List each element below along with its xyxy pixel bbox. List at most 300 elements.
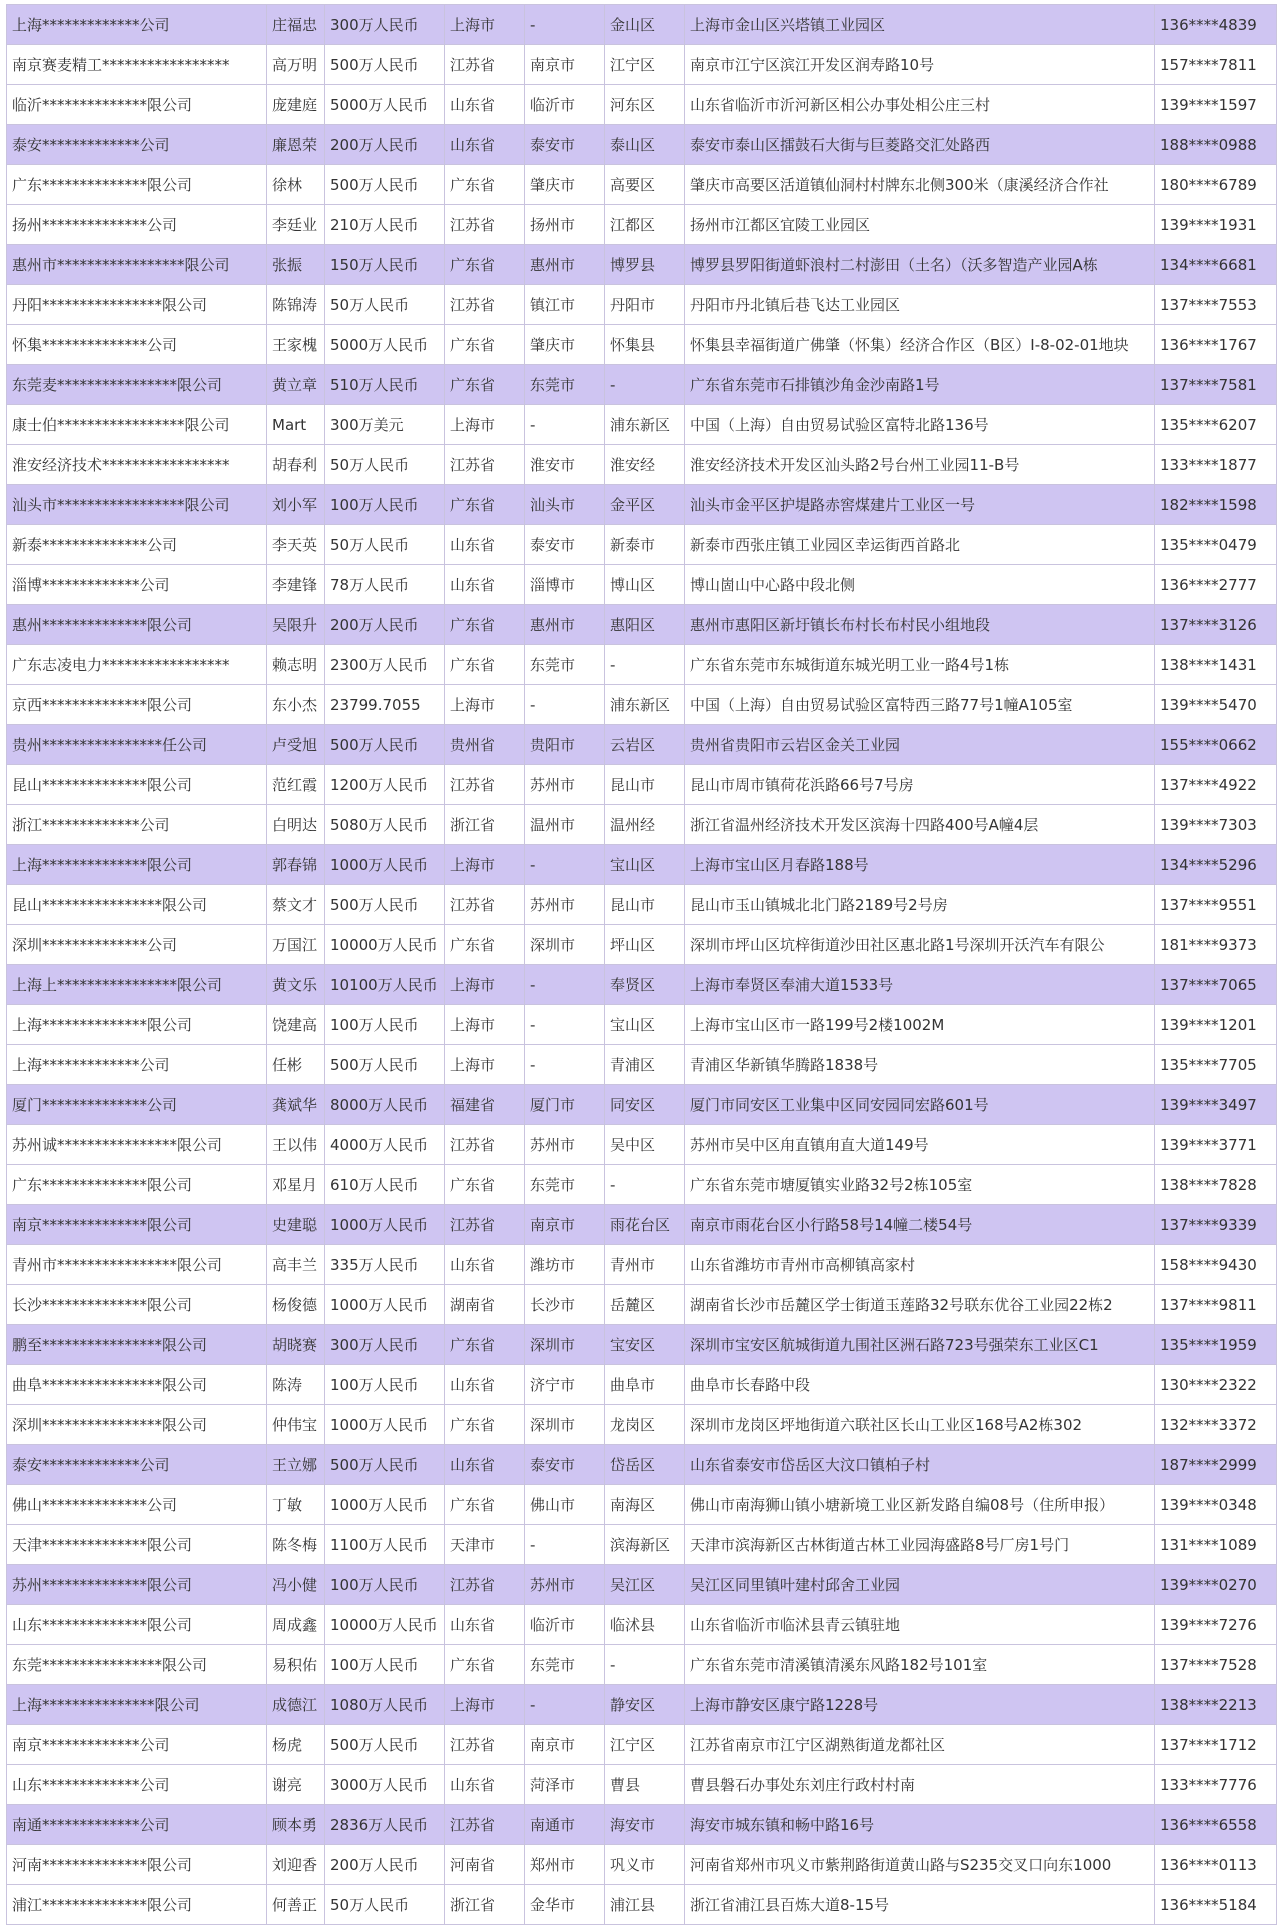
cell-province: 广东省: [445, 925, 525, 965]
cell-city: 泰安市: [525, 125, 605, 165]
cell-legal-representative: 冯小健: [267, 1565, 325, 1605]
cell-registered-capital: 1000万人民币: [325, 1405, 445, 1445]
table-row: [7, 245, 1277, 285]
cell-city: -: [525, 5, 605, 45]
cell-phone: 136****6558: [1155, 1805, 1277, 1845]
cell-phone: 139****1931: [1155, 205, 1277, 245]
cell-district: 吴江区: [605, 1565, 685, 1605]
cell-registered-capital: 200万人民币: [325, 125, 445, 165]
cell-city: 深圳市: [525, 925, 605, 965]
cell-address: 昆山市玉山镇城北北门路2189号2号房: [685, 885, 1155, 925]
cell-phone: 136****2777: [1155, 565, 1277, 605]
cell-district: 巩义市: [605, 1845, 685, 1885]
data-grid: [6, 4, 1277, 1925]
cell-company-name: 佛山**************公司: [7, 1485, 267, 1525]
cell-legal-representative: 胡晓赛: [267, 1325, 325, 1365]
cell-city: 温州市: [525, 805, 605, 845]
cell-legal-representative: 廉恩荣: [267, 125, 325, 165]
cell-phone: 137****7553: [1155, 285, 1277, 325]
cell-company-name: 泰安*************公司: [7, 125, 267, 165]
cell-city: 南京市: [525, 45, 605, 85]
cell-province: 河南省: [445, 1845, 525, 1885]
table-row: [7, 1365, 1277, 1405]
cell-registered-capital: 50万人民币: [325, 445, 445, 485]
cell-phone: 137****1712: [1155, 1725, 1277, 1765]
cell-district: 奉贤区: [605, 965, 685, 1005]
table-row: [7, 1765, 1277, 1805]
cell-address: 中国（上海）自由贸易试验区富特北路136号: [685, 405, 1155, 445]
cell-registered-capital: 100万人民币: [325, 1365, 445, 1405]
cell-address: 广东省东莞市清溪镇清溪东风路182号101室: [685, 1645, 1155, 1685]
cell-company-name: 浦江**************限公司: [7, 1885, 267, 1925]
cell-company-name: 上海*************公司: [7, 1045, 267, 1085]
cell-company-name: 淄博*************公司: [7, 565, 267, 605]
cell-city: 肇庆市: [525, 165, 605, 205]
cell-city: 惠州市: [525, 605, 605, 645]
cell-city: 肇庆市: [525, 325, 605, 365]
cell-province: 广东省: [445, 245, 525, 285]
cell-registered-capital: 510万人民币: [325, 365, 445, 405]
cell-registered-capital: 150万人民币: [325, 245, 445, 285]
cell-phone: 187****2999: [1155, 1445, 1277, 1485]
cell-registered-capital: 1000万人民币: [325, 1485, 445, 1525]
cell-company-name: 浙江*************公司: [7, 805, 267, 845]
cell-registered-capital: 500万人民币: [325, 725, 445, 765]
cell-city: 郑州市: [525, 1845, 605, 1885]
table-row: [7, 565, 1277, 605]
cell-address: 广东省东莞市石排镇沙角金沙南路1号: [685, 365, 1155, 405]
table-row: [7, 165, 1277, 205]
cell-district: 青浦区: [605, 1045, 685, 1085]
cell-registered-capital: 610万人民币: [325, 1165, 445, 1205]
cell-phone: 139****5470: [1155, 685, 1277, 725]
cell-province: 浙江省: [445, 1885, 525, 1925]
cell-company-name: 昆山****************限公司: [7, 885, 267, 925]
cell-phone: 138****1431: [1155, 645, 1277, 685]
cell-province: 山东省: [445, 125, 525, 165]
cell-phone: 181****9373: [1155, 925, 1277, 965]
cell-company-name: 临沂**************限公司: [7, 85, 267, 125]
cell-legal-representative: 黄立章: [267, 365, 325, 405]
cell-phone: 137****3126: [1155, 605, 1277, 645]
cell-company-name: 天津**************限公司: [7, 1525, 267, 1565]
cell-phone: 139****7303: [1155, 805, 1277, 845]
cell-province: 江苏省: [445, 1725, 525, 1765]
table-row: [7, 205, 1277, 245]
cell-city: 淄博市: [525, 565, 605, 605]
cell-phone: 139****3771: [1155, 1125, 1277, 1165]
cell-phone: 180****6789: [1155, 165, 1277, 205]
cell-address: 深圳市坪山区坑梓街道沙田社区惠北路1号深圳开沃汽车有限公: [685, 925, 1155, 965]
cell-legal-representative: 吴限升: [267, 605, 325, 645]
cell-legal-representative: 蔡文才: [267, 885, 325, 925]
cell-company-name: 昆山**************限公司: [7, 765, 267, 805]
cell-registered-capital: 300万人民币: [325, 1325, 445, 1365]
cell-address: 浙江省浦江县百炼大道8-15号: [685, 1885, 1155, 1925]
cell-phone: 137****9811: [1155, 1285, 1277, 1325]
cell-district: 江都区: [605, 205, 685, 245]
cell-registered-capital: 300万人民币: [325, 5, 445, 45]
cell-district: 吴中区: [605, 1125, 685, 1165]
cell-company-name: 鹏至****************限公司: [7, 1325, 267, 1365]
cell-registered-capital: 500万人民币: [325, 1725, 445, 1765]
cell-district: 临沭县: [605, 1605, 685, 1645]
cell-district: 博山区: [605, 565, 685, 605]
cell-company-name: 上海***************限公司: [7, 1685, 267, 1725]
cell-city: 苏州市: [525, 1125, 605, 1165]
cell-address: 惠州市惠阳区新圩镇长布村长布村民小组地段: [685, 605, 1155, 645]
cell-legal-representative: 徐林: [267, 165, 325, 205]
cell-province: 广东省: [445, 1485, 525, 1525]
cell-legal-representative: 仲伟宝: [267, 1405, 325, 1445]
cell-province: 江苏省: [445, 885, 525, 925]
cell-district: 浦东新区: [605, 405, 685, 445]
cell-province: 山东省: [445, 565, 525, 605]
cell-phone: 155****0662: [1155, 725, 1277, 765]
cell-legal-representative: 周成鑫: [267, 1605, 325, 1645]
table-body: [7, 5, 1277, 1925]
cell-province: 广东省: [445, 165, 525, 205]
table-row: [7, 285, 1277, 325]
cell-province: 山东省: [445, 525, 525, 565]
cell-address: 肇庆市高要区活道镇仙洞村村牌东北侧300米（康溪经济合作社: [685, 165, 1155, 205]
table-row: [7, 605, 1277, 645]
cell-city: 南京市: [525, 1205, 605, 1245]
cell-address: 上海市宝山区月春路188号: [685, 845, 1155, 885]
cell-company-name: 上海上****************限公司: [7, 965, 267, 1005]
cell-company-name: 深圳****************限公司: [7, 1405, 267, 1445]
cell-province: 上海市: [445, 405, 525, 445]
table-row: [7, 45, 1277, 85]
cell-company-name: 青州市****************限公司: [7, 1245, 267, 1285]
cell-phone: 132****3372: [1155, 1405, 1277, 1445]
cell-address: 山东省临沂市沂河新区相公办事处相公庄三村: [685, 85, 1155, 125]
table-row: [7, 405, 1277, 445]
cell-province: 浙江省: [445, 805, 525, 845]
cell-city: -: [525, 1525, 605, 1565]
cell-district: 河东区: [605, 85, 685, 125]
cell-province: 上海市: [445, 685, 525, 725]
cell-company-name: 康士伯*****************限公司: [7, 405, 267, 445]
cell-address: 山东省泰安市岱岳区大汶口镇柏子村: [685, 1445, 1155, 1485]
cell-company-name: 惠州**************限公司: [7, 605, 267, 645]
cell-legal-representative: 成德江: [267, 1685, 325, 1725]
cell-province: 上海市: [445, 5, 525, 45]
cell-legal-representative: 邓星月: [267, 1165, 325, 1205]
cell-district: 新泰市: [605, 525, 685, 565]
table-row: [7, 445, 1277, 485]
cell-registered-capital: 500万人民币: [325, 45, 445, 85]
cell-registered-capital: 500万人民币: [325, 1445, 445, 1485]
cell-company-name: 上海**************限公司: [7, 845, 267, 885]
cell-province: 上海市: [445, 845, 525, 885]
cell-city: 南京市: [525, 1725, 605, 1765]
cell-company-name: 南通*************公司: [7, 1805, 267, 1845]
cell-province: 山东省: [445, 85, 525, 125]
table-row: [7, 1325, 1277, 1365]
cell-district: 惠阳区: [605, 605, 685, 645]
cell-registered-capital: 10000万人民币: [325, 925, 445, 965]
cell-registered-capital: 50万人民币: [325, 285, 445, 325]
cell-registered-capital: 5080万人民币: [325, 805, 445, 845]
cell-phone: 135****1959: [1155, 1325, 1277, 1365]
cell-city: 扬州市: [525, 205, 605, 245]
cell-phone: 157****7811: [1155, 45, 1277, 85]
cell-city: 东莞市: [525, 645, 605, 685]
cell-city: 潍坊市: [525, 1245, 605, 1285]
cell-district: 曹县: [605, 1765, 685, 1805]
cell-phone: 136****5184: [1155, 1885, 1277, 1925]
table-row: [7, 325, 1277, 365]
cell-legal-representative: 杨虎: [267, 1725, 325, 1765]
cell-city: 泰安市: [525, 525, 605, 565]
cell-address: 上海市宝山区市一路199号2楼1002M: [685, 1005, 1155, 1045]
cell-city: 东莞市: [525, 365, 605, 405]
cell-company-name: 南京**************限公司: [7, 1205, 267, 1245]
cell-city: -: [525, 1685, 605, 1725]
cell-city: 厦门市: [525, 1085, 605, 1125]
cell-province: 广东省: [445, 485, 525, 525]
cell-province: 江苏省: [445, 205, 525, 245]
cell-city: -: [525, 965, 605, 1005]
cell-company-name: 广东**************限公司: [7, 165, 267, 205]
cell-city: -: [525, 685, 605, 725]
cell-district: 同安区: [605, 1085, 685, 1125]
cell-city: -: [525, 405, 605, 445]
cell-legal-representative: 万国江: [267, 925, 325, 965]
cell-legal-representative: Mart: [267, 405, 325, 445]
cell-phone: 139****1597: [1155, 85, 1277, 125]
cell-registered-capital: 100万人民币: [325, 1005, 445, 1045]
cell-address: 博山崮山中心路中段北侧: [685, 565, 1155, 605]
cell-address: 广东省东莞市东城街道东城光明工业一路4号1栋: [685, 645, 1155, 685]
cell-company-name: 东莞麦****************限公司: [7, 365, 267, 405]
cell-district: 宝山区: [605, 1005, 685, 1045]
table-row: [7, 1725, 1277, 1765]
table-row: [7, 1805, 1277, 1845]
table-row: [7, 485, 1277, 525]
cell-phone: 134****6681: [1155, 245, 1277, 285]
cell-registered-capital: 500万人民币: [325, 165, 445, 205]
cell-address: 湖南省长沙市岳麓区学士街道玉莲路32号联东优谷工业园22栋2: [685, 1285, 1155, 1325]
cell-address: 佛山市南海狮山镇小塘新境工业区新发路自编08号（住所申报）: [685, 1485, 1155, 1525]
cell-district: 龙岗区: [605, 1405, 685, 1445]
cell-province: 广东省: [445, 1165, 525, 1205]
table-row: [7, 1165, 1277, 1205]
cell-address: 中国（上海）自由贸易试验区富特西三路77号1幢A105室: [685, 685, 1155, 725]
cell-legal-representative: 郭春锦: [267, 845, 325, 885]
cell-address: 上海市金山区兴塔镇工业园区: [685, 5, 1155, 45]
cell-legal-representative: 白明达: [267, 805, 325, 845]
cell-company-name: 汕头市*****************限公司: [7, 485, 267, 525]
table-row: [7, 1885, 1277, 1925]
cell-city: 佛山市: [525, 1485, 605, 1525]
cell-company-name: 淮安经济技术*****************: [7, 445, 267, 485]
table-row: [7, 1085, 1277, 1125]
cell-legal-representative: 陈涛: [267, 1365, 325, 1405]
cell-phone: 133****1877: [1155, 445, 1277, 485]
cell-registered-capital: 1000万人民币: [325, 1205, 445, 1245]
cell-address: 上海市奉贤区奉浦大道1533号: [685, 965, 1155, 1005]
table-row: [7, 1565, 1277, 1605]
cell-legal-representative: 何善正: [267, 1885, 325, 1925]
cell-province: 山东省: [445, 1365, 525, 1405]
cell-registered-capital: 4000万人民币: [325, 1125, 445, 1165]
cell-province: 山东省: [445, 1445, 525, 1485]
cell-address: 河南省郑州市巩义市紫荆路街道黄山路与S235交叉口向东1000: [685, 1845, 1155, 1885]
cell-district: 丹阳市: [605, 285, 685, 325]
cell-city: 临沂市: [525, 1605, 605, 1645]
table-row: [7, 1005, 1277, 1045]
table-row: [7, 965, 1277, 1005]
cell-city: 东莞市: [525, 1165, 605, 1205]
cell-city: 惠州市: [525, 245, 605, 285]
cell-legal-representative: 史建聪: [267, 1205, 325, 1245]
cell-legal-representative: 东小杰: [267, 685, 325, 725]
cell-legal-representative: 高丰兰: [267, 1245, 325, 1285]
cell-district: 泰山区: [605, 125, 685, 165]
cell-company-name: 苏州**************限公司: [7, 1565, 267, 1605]
cell-province: 上海市: [445, 1685, 525, 1725]
cell-district: 昆山市: [605, 765, 685, 805]
cell-district: -: [605, 365, 685, 405]
cell-district: 温州经: [605, 805, 685, 845]
cell-company-name: 山东*************公司: [7, 1765, 267, 1805]
cell-registered-capital: 100万人民币: [325, 485, 445, 525]
cell-company-name: 新泰**************公司: [7, 525, 267, 565]
cell-registered-capital: 10100万人民币: [325, 965, 445, 1005]
cell-address: 深圳市宝安区航城街道九围社区洲石路723号强荣东工业区C1: [685, 1325, 1155, 1365]
cell-province: 福建省: [445, 1085, 525, 1125]
cell-address: 海安市城东镇和畅中路16号: [685, 1805, 1155, 1845]
cell-phone: 138****7828: [1155, 1165, 1277, 1205]
cell-phone: 139****1201: [1155, 1005, 1277, 1045]
cell-province: 广东省: [445, 325, 525, 365]
cell-company-name: 厦门**************公司: [7, 1085, 267, 1125]
cell-district: 南海区: [605, 1485, 685, 1525]
table-row: [7, 845, 1277, 885]
cell-phone: 136****0113: [1155, 1845, 1277, 1885]
cell-legal-representative: 高万明: [267, 45, 325, 85]
cell-legal-representative: 赖志明: [267, 645, 325, 685]
cell-address: 丹阳市丹北镇后巷飞达工业园区: [685, 285, 1155, 325]
cell-company-name: 怀集**************公司: [7, 325, 267, 365]
cell-province: 江苏省: [445, 765, 525, 805]
cell-city: 南通市: [525, 1805, 605, 1845]
cell-province: 广东省: [445, 1325, 525, 1365]
cell-phone: 137****9339: [1155, 1205, 1277, 1245]
cell-company-name: 扬州**************公司: [7, 205, 267, 245]
cell-address: 扬州市江都区宜陵工业园区: [685, 205, 1155, 245]
cell-legal-representative: 王家槐: [267, 325, 325, 365]
cell-province: 江苏省: [445, 45, 525, 85]
cell-registered-capital: 1200万人民币: [325, 765, 445, 805]
cell-phone: 137****7581: [1155, 365, 1277, 405]
cell-legal-representative: 李天英: [267, 525, 325, 565]
cell-company-name: 深圳**************公司: [7, 925, 267, 965]
cell-province: 江苏省: [445, 285, 525, 325]
cell-address: 曹县磐石办事处东刘庄行政村村南: [685, 1765, 1155, 1805]
cell-address: 南京市雨花台区小行路58号14幢二楼54号: [685, 1205, 1155, 1245]
cell-city: 济宁市: [525, 1365, 605, 1405]
cell-address: 怀集县幸福街道广佛肇（怀集）经济合作区（B区）I-8-02-01地块: [685, 325, 1155, 365]
cell-registered-capital: 2836万人民币: [325, 1805, 445, 1845]
cell-province: 广东省: [445, 1645, 525, 1685]
cell-company-name: 南京赛麦精工*****************: [7, 45, 267, 85]
cell-registered-capital: 1000万人民币: [325, 1285, 445, 1325]
cell-province: 山东省: [445, 1245, 525, 1285]
cell-city: 临沂市: [525, 85, 605, 125]
cell-address: 天津市滨海新区古林街道古林工业园海盛路8号厂房1号门: [685, 1525, 1155, 1565]
cell-address: 淮安经济技术开发区汕头路2号台州工业园11-B号: [685, 445, 1155, 485]
cell-province: 广东省: [445, 365, 525, 405]
cell-district: 静安区: [605, 1685, 685, 1725]
cell-address: 昆山市周市镇荷花浜路66号7号房: [685, 765, 1155, 805]
cell-registered-capital: 5000万人民币: [325, 325, 445, 365]
cell-registered-capital: 10000万人民币: [325, 1605, 445, 1645]
cell-phone: 137****7065: [1155, 965, 1277, 1005]
cell-district: 宝安区: [605, 1325, 685, 1365]
table-row: [7, 5, 1277, 45]
cell-district: 曲阜市: [605, 1365, 685, 1405]
cell-province: 上海市: [445, 965, 525, 1005]
cell-legal-representative: 易积佑: [267, 1645, 325, 1685]
cell-city: 淮安市: [525, 445, 605, 485]
cell-legal-representative: 谢亮: [267, 1765, 325, 1805]
cell-company-name: 东莞****************限公司: [7, 1645, 267, 1685]
table-row: [7, 1245, 1277, 1285]
cell-registered-capital: 78万人民币: [325, 565, 445, 605]
table-row: [7, 1045, 1277, 1085]
cell-address: 贵州省贵阳市云岩区金关工业园: [685, 725, 1155, 765]
cell-legal-representative: 卢受旭: [267, 725, 325, 765]
cell-legal-representative: 刘小军: [267, 485, 325, 525]
cell-district: 金山区: [605, 5, 685, 45]
table-row: [7, 1525, 1277, 1565]
cell-district: 江宁区: [605, 1725, 685, 1765]
cell-registered-capital: 200万人民币: [325, 1845, 445, 1885]
cell-registered-capital: 50万人民币: [325, 1885, 445, 1925]
cell-district: -: [605, 1165, 685, 1205]
cell-registered-capital: 1000万人民币: [325, 845, 445, 885]
cell-phone: 139****0270: [1155, 1565, 1277, 1605]
cell-district: 江宁区: [605, 45, 685, 85]
cell-legal-representative: 张振: [267, 245, 325, 285]
cell-province: 上海市: [445, 1005, 525, 1045]
cell-province: 贵州省: [445, 725, 525, 765]
cell-city: 长沙市: [525, 1285, 605, 1325]
table-row: [7, 125, 1277, 165]
cell-registered-capital: 1080万人民币: [325, 1685, 445, 1725]
cell-legal-representative: 范红霞: [267, 765, 325, 805]
cell-registered-capital: 100万人民币: [325, 1645, 445, 1685]
cell-registered-capital: 210万人民币: [325, 205, 445, 245]
cell-phone: 139****0348: [1155, 1485, 1277, 1525]
cell-address: 江苏省南京市江宁区湖熟街道龙都社区: [685, 1725, 1155, 1765]
cell-legal-representative: 王立娜: [267, 1445, 325, 1485]
cell-phone: 188****0988: [1155, 125, 1277, 165]
cell-district: -: [605, 645, 685, 685]
table-row: [7, 805, 1277, 845]
cell-company-name: 苏州诚****************限公司: [7, 1125, 267, 1165]
cell-phone: 135****0479: [1155, 525, 1277, 565]
table-row: [7, 1645, 1277, 1685]
cell-district: 滨海新区: [605, 1525, 685, 1565]
cell-company-name: 广东志凌电力*****************: [7, 645, 267, 685]
table-row: [7, 1125, 1277, 1165]
cell-province: 广东省: [445, 1405, 525, 1445]
cell-city: -: [525, 845, 605, 885]
